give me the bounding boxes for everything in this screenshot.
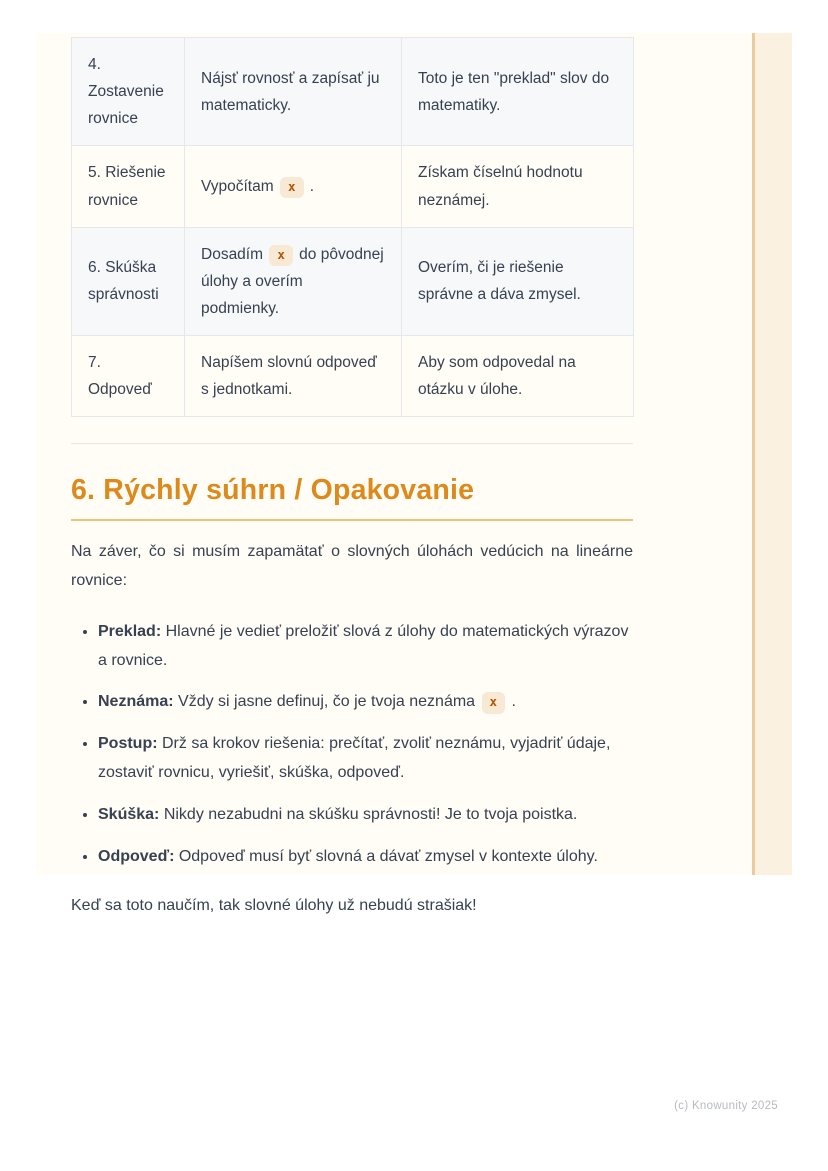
action-cell: Nájsť rovnosť a zapísať ju matematicky. xyxy=(185,38,402,146)
summary-list xyxy=(71,618,633,872)
note-cell: Aby som odpovedal na otázku v úlohe. xyxy=(402,336,634,417)
steps-table-body xyxy=(72,38,634,417)
table-row xyxy=(72,38,634,146)
action-cell: Napíšem slovnú odpoveď s jednotkami. xyxy=(185,336,402,417)
summary-item-label: Neznáma: xyxy=(98,693,174,711)
page-margin-strip xyxy=(752,33,792,875)
note-cell: Overím, či je riešenie správne a dáva zmysel. xyxy=(402,227,634,335)
summary-item-label: Preklad: xyxy=(98,622,162,640)
note-cell: Toto je ten "preklad" slov do matematiky. xyxy=(402,38,634,146)
section-heading: 6. Rýchly súhrn / Opakovanie xyxy=(71,474,633,521)
step-cell: 4. Zostavenie rovnice xyxy=(72,38,185,146)
document-page xyxy=(36,33,792,915)
outro-paragraph: Keď sa toto naučím, tak slovné úlohy už nebudú strašiak! xyxy=(71,897,477,915)
table-row xyxy=(72,227,634,335)
summary-list-item: • Odpoveď: Odpoveď musí byť slovná a dávať zmysel v kontexte úlohy. xyxy=(98,843,633,872)
summary-list-item: • Postup: Drž sa krokov riešenia: prečítať, zvoliť neznámu, vyjadriť údaje, zostaviť rovnicu, vyriešiť, skúška, odpoveď. xyxy=(98,730,633,788)
summary-list-item: • Preklad: Hlavné je vedieť preložiť slová z úlohy do matematických výrazov a rovnice. xyxy=(98,618,633,676)
summary-item-label: Postup: xyxy=(98,735,158,753)
step-cell: 7. Odpoveď xyxy=(72,336,185,417)
note-cell: Získam číselnú hodnotu neznámej. xyxy=(402,146,634,227)
step-cell: 6. Skúška správnosti xyxy=(72,227,185,335)
page-content xyxy=(71,33,633,921)
solution-steps-table xyxy=(71,37,634,417)
action-cell: Vypočítam x . xyxy=(185,146,402,227)
summary-list-item: • Skúška: Nikdy nezabudni na skúšku správnosti! Je to tvoja poistka. xyxy=(98,801,633,830)
summary-list-item: • Neznáma: Vždy si jasne definuj, čo je tvoja neznáma x . xyxy=(98,688,633,717)
copyright-notice: (c) Knowunity 2025 xyxy=(674,1100,778,1112)
table-row xyxy=(72,336,634,417)
intro-paragraph: Na záver, čo si musím zapamätať o slovných úlohách vedúcich na lineárne rovnice: xyxy=(71,543,633,590)
step-cell: 5. Riešenie rovnice xyxy=(72,146,185,227)
summary-item-label: Skúška: xyxy=(98,805,160,823)
inline-code-x: x xyxy=(280,177,304,198)
summary-item-label: Odpoveď: xyxy=(98,847,175,865)
table-row xyxy=(72,146,634,227)
inline-code-x: x xyxy=(269,245,293,266)
inline-code-x: x xyxy=(482,692,506,713)
action-cell: Dosadím x do pôvodnej úlohy a overím podmienky. xyxy=(185,227,402,335)
section-divider xyxy=(71,443,633,444)
